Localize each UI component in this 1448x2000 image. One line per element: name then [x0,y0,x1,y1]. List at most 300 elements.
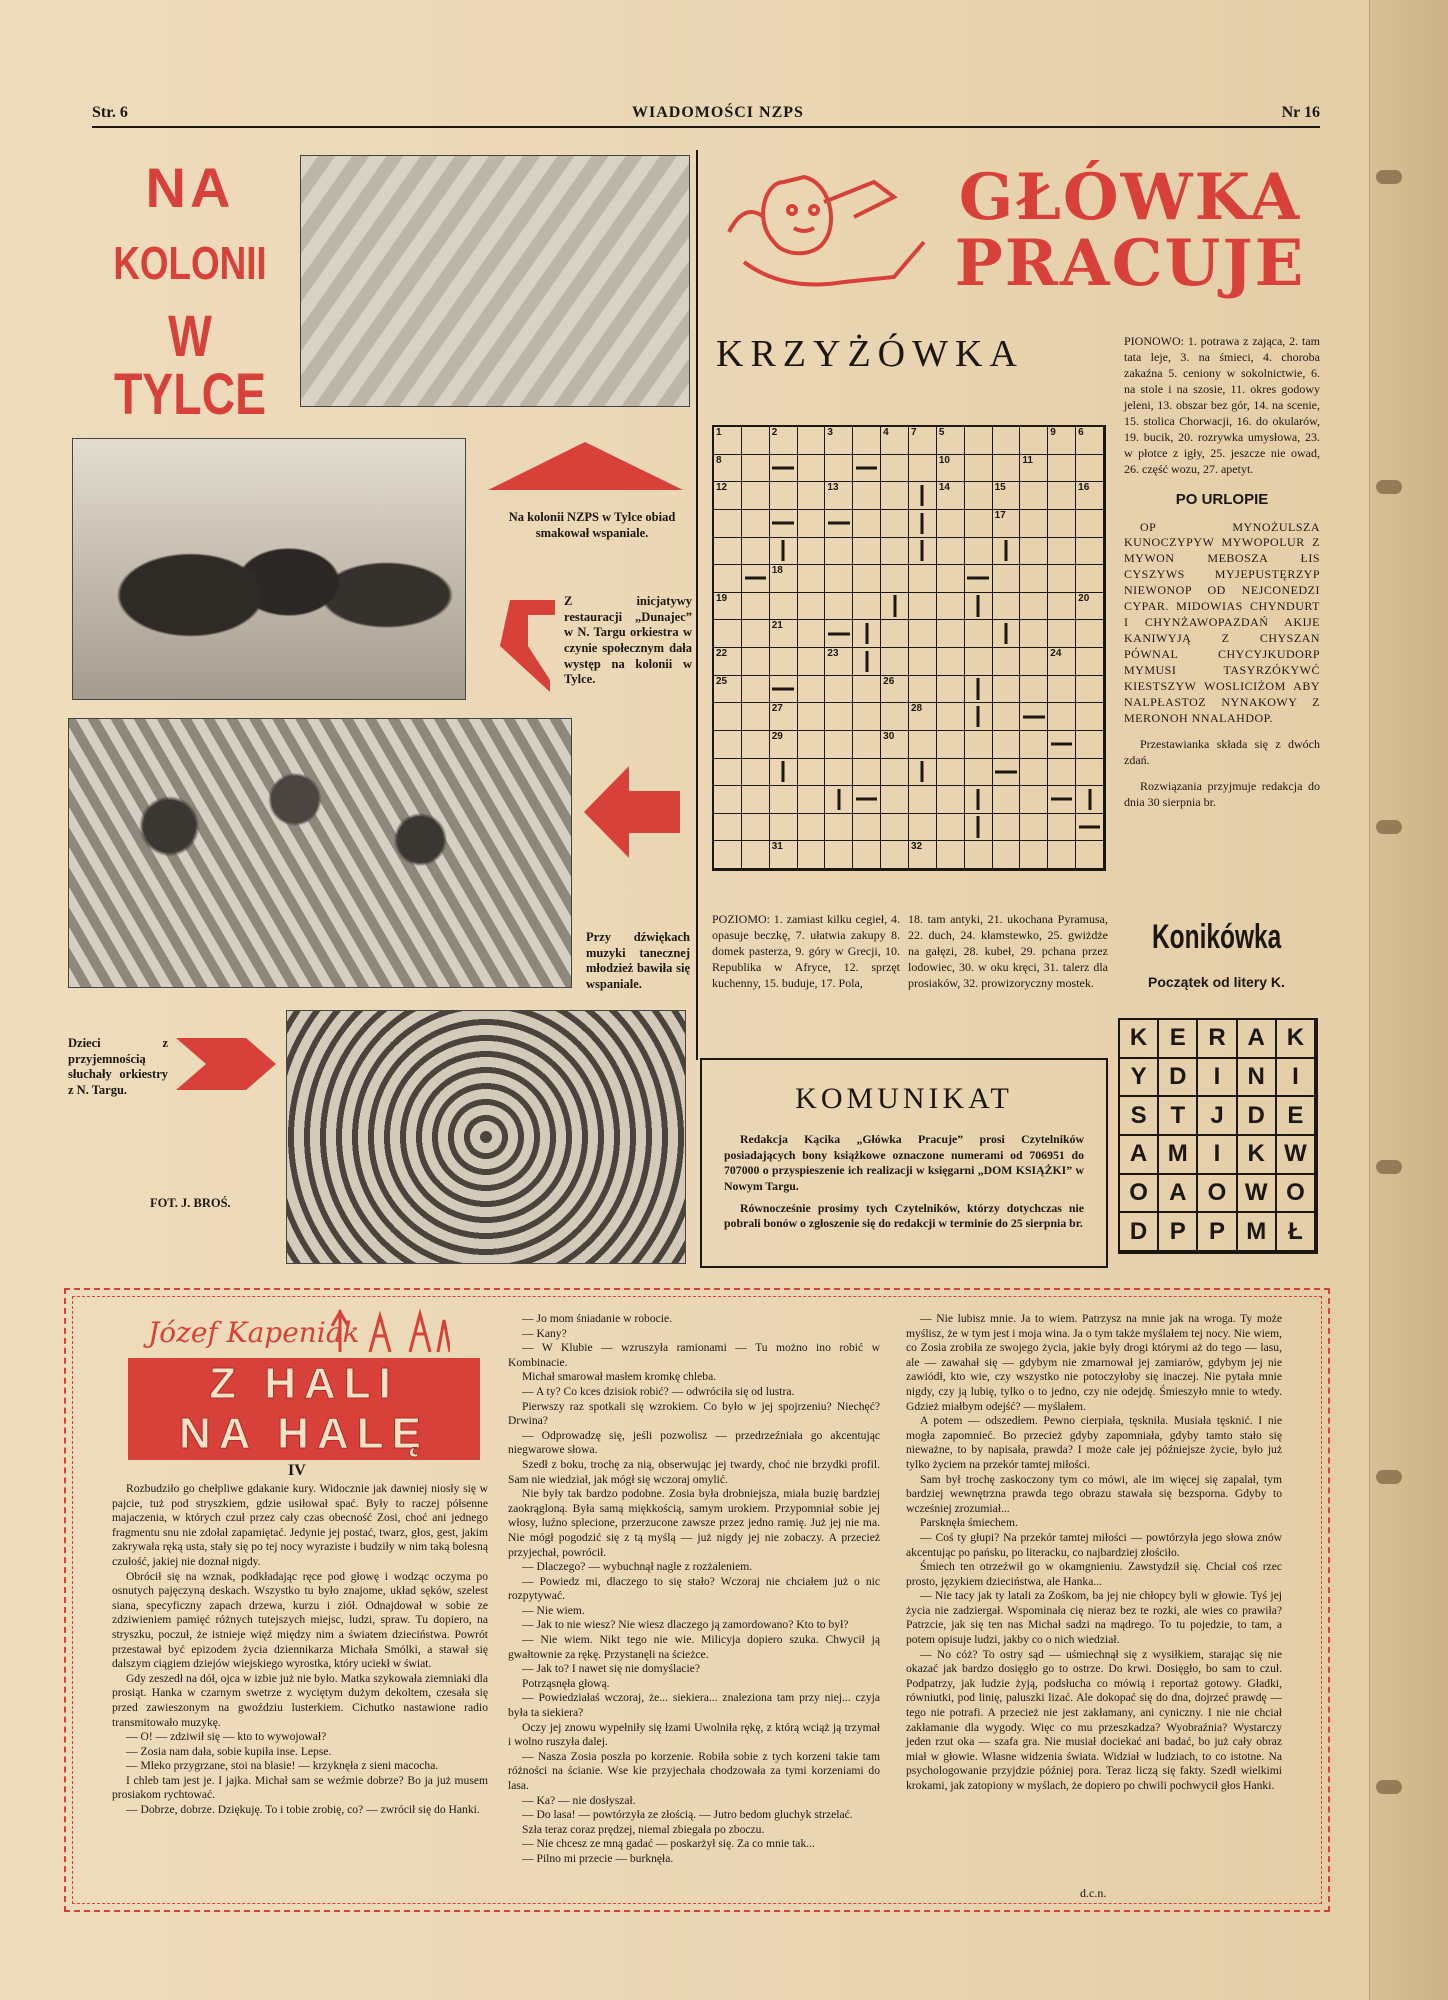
caption-listening: Dzieci z przyjemnością słuchały orkiestry z N. Targu. [68,1036,168,1097]
story-paragraph: — Nie wiem. [522,1603,585,1617]
crossword-cell [881,427,909,455]
crossword-cell [1048,731,1076,759]
crossword-cell [798,786,826,814]
caption-lunch: Na kolonii NZPS w Tylce obiad smakował wspaniale. [508,510,676,540]
poziomo-clues-b [908,912,1108,992]
crossword-cell [798,538,826,566]
crossword-cell [909,510,937,538]
crossword-cell [853,676,881,704]
glowka-title-line-1: GŁÓWKA [958,160,1302,235]
crossword-cell [1048,620,1076,648]
crossword-cell [742,482,770,510]
konikowka-cell: A [1238,1020,1277,1059]
crossword-cell [742,455,770,483]
story-title-line-1: Z HALI [209,1359,399,1408]
crossword-cell [798,841,826,869]
konikowka-cell: R [1198,1020,1237,1059]
crossword-cell [1076,841,1104,869]
crossword-cell [825,703,853,731]
crossword-cell [881,538,909,566]
page-number: Str. 6 [92,104,128,121]
crossword-cell [1020,510,1048,538]
crossword-cell [993,620,1021,648]
crossword-number: 29 [771,730,783,742]
crossword-cell [965,676,993,704]
photo-listening-children [286,1010,686,1264]
crossword-number: 16 [1078,482,1090,494]
crossword-cell [853,427,881,455]
trees-icon [330,1306,450,1354]
crossword-cell [881,593,909,621]
komunikat-box [700,1058,1108,1268]
binding-hole [1376,820,1402,834]
photo-dancing [68,718,572,988]
story-paragraph: — Nie wiem. Nikt tego nie wie. Milicyja dopiero szuka. Chwycił ją gwałtownie za rękę. Przystanęli na ścieżce. [508,1633,880,1661]
crossword-cell [1048,510,1076,538]
crossword-cell [881,620,909,648]
story-paragraph: — Jak to nie wiesz? Nie wiesz dlaczego ją zamordowano? Kto to był? [522,1618,849,1632]
crossword-cell [798,510,826,538]
crossword-cell [909,648,937,676]
story-paragraph: Obrócił się na wznak, podkładając ręce pod głowę i wodząc oczyma po osnutych pajęczyną deskach. Wszystko tu było znajome, układ sęków, szelest siana, specyficzny zapach drzewa, kurzu i ziół. Odnajdował w sobie ze zdziwieniem pamięć różnych tutejszych miejsc, ludzi, spraw. Tu dopiero, na stryszku, poczuł, że istnieje więź między nim a światem dzieciństwa. Powrót przestawał być epizodem życia dziennikarza Michała Smólki, a stawał się dalszym ciągiem dziejów wiejskiego wyrostka, który uciekł w świat. [112,1569,488,1671]
crossword-number: 7 [911,427,917,438]
story-paragraph: — Jak to? I nawet się nie domyślacie? [522,1662,701,1676]
komunikat-paragraph-2: Równocześnie prosimy tych Czytelników, którzy dotychczas nie pobrali bonów o zgłoszenie się do redakcji w terminie do 25 sierpnia br. [724,1200,1084,1231]
crossword-cell [909,538,937,566]
crossword-cell [714,510,742,538]
crossword-cell [881,648,909,676]
crossword-cell [770,538,798,566]
story-paragraph: — Dlaczego? — wybuchnął nagle z rozżaleniem. [522,1560,753,1574]
story-paragraph: Rozbudziło go chełpliwe gdakanie kury. Widocznie jak dawniej niosły się w pajcie, tuż pod stryszkiem, gdzie usiłował spać. Były to raczej półsenne majaczenia, w których czuł przez cały czas obecność Zosi, choć ani jednego fragmentu snu nie zdołał zapamiętać. Jedynie jej postać, twarz, głos, gest, jakim zakrywała ręką usta, stały się po tej nocy wyraziste i budziły w nim taką bolesną czułość, jakiej nie doznał nigdy. [112,1482,488,1568]
crossword-cell [1048,538,1076,566]
crossword-cell [937,482,965,510]
crossword-cell [909,676,937,704]
crossword-cell [881,482,909,510]
konikowka-cell: A [1120,1136,1159,1175]
crossword-cell [853,731,881,759]
crossword-cell [1048,482,1076,510]
story-title-line-2: NA HALĘ [179,1409,429,1458]
crossword-cell [993,565,1021,593]
crossword-cell [770,814,798,842]
crossword-cell [714,565,742,593]
story-paragraph: Sam był trochę zaskoczony tym co mówi, ale im więcej się zapalał, tym bardziej wewnętrzna prawda tego obrazu stawała się bezsporna. Gdyby to wcześniej zrozumiał... [906,1472,1282,1515]
konikowka-cell: E [1277,1097,1316,1136]
crossword-cell [937,620,965,648]
crossword-cell [937,731,965,759]
story-title-block [128,1358,480,1460]
konikowka-cell: P [1159,1213,1198,1252]
crossword-cell [909,731,937,759]
crossword-cell [881,455,909,483]
crossword-cell [1020,593,1048,621]
crossword-cell [770,676,798,704]
konikowka-cell: A [1159,1175,1198,1214]
crossword-cell [825,676,853,704]
crossword-cell [937,759,965,787]
crossword-cell [1020,565,1048,593]
story-author: Józef Kapeniak [148,1316,360,1349]
konikowka-cell: I [1198,1136,1237,1175]
crossword-cell [993,841,1021,869]
page-header [92,100,1320,128]
konikowka-cell: Ł [1277,1213,1316,1252]
crossword-number: 5 [938,427,945,438]
poziomo-text-a: POZIOMO: 1. zamiast kilku cegieł, 4. opasuje beczkę, 7. ułatwia zakupy 8. domek pasterza, 9. góry w Grecji, 10. Republika w Afryce, 12. sprzęt kuchenny, 15. buduje, 17. Pola, [712,912,900,990]
crossword-cell [965,510,993,538]
crossword-cell [937,510,965,538]
issue-number: Nr 16 [1281,104,1320,121]
crossword-number: 30 [883,730,895,742]
crossword-cell [965,814,993,842]
story-paragraph: Pierwszy raz spotkali się wzrokiem. Co było w jej spojrzeniu? Niechęć? Drwina? [508,1399,880,1428]
crossword-cell [909,482,937,510]
konikowka-cell: D [1159,1059,1198,1098]
crossword-cell [825,427,853,455]
crossword-cell [714,676,742,704]
crossword-cell [853,455,881,483]
photo-children-lunch [300,155,690,407]
crossword-cell [881,565,909,593]
crossword-cell [853,538,881,566]
po-urlopie-title: PO URLOPIE [1175,490,1269,508]
crossword-cell [881,841,909,869]
arrow-left-bracket-icon [500,600,555,692]
crossword-cell [742,786,770,814]
crossword-cell [798,814,826,842]
crossword-cell [853,620,881,648]
story-paragraph: Parsknęła śmiechem. [920,1516,1018,1530]
pionowo-text: PIONOWO: 1. potrawa z zająca, 2. tam tata leje, 3. na śmieci, 4. choroba zakaźna 5. ceniony w sokolnictwie, 6. na stole i na szosie, 11. okres godowy jeleni, 13. obszar bez gór, 14. na scenie, 15. stolica Chorwacji, 16. do okularów, 19. bucik, 20. rozrywka umysłowa, 23. w płotce z igły, 25. jeszcze nie owad, 26. część wozu, 27. apetyt. [1124,334,1320,476]
crossword-cell [1048,593,1076,621]
crossword-cell [770,786,798,814]
crossword-cell [825,786,853,814]
story-paragraph: — Nie tacy jak ty latali za Zośkom, ba jej nie chłopcy byli w głowie. Tyś jej życia nie zadziergał. Wspominała cię nieraz bez te rozki, ale wies co prawiła? Patrzcie, jak się ten nas Michał sadzi na mądrego. To tu pojedzie, to tam, a potem opisuje ludzi, jakby co o nich wiedział. [906,1589,1282,1647]
crossword-cell [853,814,881,842]
crossword-cell [770,648,798,676]
story-paragraph: — Nie lubisz mnie. Ja to wiem. Patrzysz na mnie jak na wroga. Ty może myślisz, że w tym jest i moja wina. Ja o tym także myślałem tej nocy. Nie wiem, co Zosia zrobiła ze swojego życia, jakie były drogi którymi aż do tego — lasu, ale — zawahał się — gdybym nie zmarnował jej zamiarów, gdybym jej nie zawiódł, kto wie, czy wszystko nie potoczyłoby się inaczej. Nie pytała mnie nigdy, czy ją lubię, tylko o to jedno, czy nie odejdę. Śmieszyło mnie to wtedy. Gdzież miałbym odejść? — myślałem. [906,1312,1282,1413]
konikowka-cell: K [1277,1020,1316,1059]
crossword-cell [1076,814,1104,842]
crossword-cell [714,759,742,787]
crossword-cell [1076,620,1104,648]
crossword-cell [1020,620,1048,648]
crossword-cell [993,759,1021,787]
crossword-cell [1048,427,1076,455]
crossword-cell [937,814,965,842]
crossword-number: 11 [1022,454,1033,466]
story-paragraph: Nie były tak bardzo podobne. Zosia była drobniejsza, miała buzię bardziej zaokrągloną. Była samą miękkością, samym urokiem. Przypomniał sobie jej włosy, luźno splecione, przerzucone zawsze przez jedno ramię. Już jej nie ma. Nie mógł pogodzić się z tą myślą — już nigdy jej nie zobaczy. A przecież przyjechał, powrócił. [508,1487,880,1559]
caption-orchestra: Z inicjatywy restauracji „Dunajec” w N. Targu orkiestra w czynie społecznym dała występ na kolonii w Tylce. [564,594,692,687]
crossword-cell [825,538,853,566]
crossword-cell [825,593,853,621]
crossword-cell [742,538,770,566]
binding-hole [1376,170,1402,184]
crossword-cell [742,565,770,593]
crossword-cell [909,786,937,814]
crossword-cell [798,759,826,787]
crossword-cell [798,427,826,455]
crossword-cell [881,786,909,814]
rozwiazania-text: Rozwiązania przyjmuje redakcja do dnia 30 sierpnia br. [1124,778,1320,809]
crossword-cell [742,510,770,538]
crossword-cell [993,510,1021,538]
crossword-cell [770,731,798,759]
story-paragraph: — Dobrze, dobrze. Dziękuję. To i tobie zrobię, co? — zwrócił się do Hanki. [126,1803,480,1817]
crossword-cell [853,841,881,869]
story-paragraph: — O! — zdziwił się — kto to wywojował? [126,1730,327,1744]
story-paragraph: — A ty? Co kces dzisiok robić? — odwróciła się od lustra. [522,1384,795,1398]
crossword-cell [993,814,1021,842]
konikowka-cell: J [1198,1097,1237,1136]
crossword-cell [909,814,937,842]
crossword-cell [965,648,993,676]
crossword-number: 9 [1050,427,1056,438]
crossword-cell [1020,676,1048,704]
glowka-title [940,160,1320,301]
crossword-cell [1076,593,1104,621]
binding-hole [1376,1470,1402,1484]
crossword-number: 4 [883,427,889,438]
crossword-cell [965,593,993,621]
konikowka-cell: T [1159,1097,1198,1136]
crossword-number: 23 [827,648,839,659]
crossword-cell [770,482,798,510]
crossword-cell [993,676,1021,704]
crossword-cell [1020,455,1048,483]
konikowka-cell: O [1277,1175,1316,1214]
konikowka-cell: K [1238,1136,1277,1175]
crossword-cell [993,455,1021,483]
konikowka-cell: I [1277,1059,1316,1098]
crossword-cell [798,565,826,593]
crossword-number: 25 [716,675,728,687]
crossword-cell [742,841,770,869]
crossword-cell [1020,786,1048,814]
crossword-cell [742,759,770,787]
crossword-cell [1048,841,1076,869]
story-paragraph: — Kany? [522,1326,567,1340]
crossword-cell [993,703,1021,731]
crossword-cell [742,731,770,759]
crossword-cell [1048,703,1076,731]
story-paragraph: Michał smarował masłem kromkę chleba. [522,1370,717,1384]
pionowo-clues [1124,334,1320,811]
crossword-cell [937,427,965,455]
konikowka-cell: N [1238,1059,1277,1098]
crossword-cell [993,538,1021,566]
story-paragraph: Gdy zeszedł na dół, ojca w izbie już nie było. Matka szykowała ziemniaki dla prosiąt. Hanka w czarnym swetrze z wyciętym dużym dekoltem, czesała się przed zawieszonym na gwoździu lusterkiem. Cichutko nastawione radio transmitowało muzykę. [112,1671,488,1729]
crossword-cell [742,648,770,676]
crossword-cell [1076,703,1104,731]
kolonie-title-line-1: NA [145,156,235,219]
binding-hole [1376,1160,1402,1174]
story-paragraph: Śmiech ten otrzeźwił go w okamgnieniu. Zawstydził się. Chciał coś rzec prosto, językiem dzieciństwa, ale Hanka... [906,1560,1282,1588]
crossword-cell [770,455,798,483]
konikowka-cell: I [1198,1059,1237,1098]
story-column-2 [508,1312,880,1867]
crossword-cell [909,620,937,648]
crossword-number: 10 [938,454,950,466]
crossword-cell [714,427,742,455]
crossword-cell [714,648,742,676]
story-paragraph: — Do lasa! — powtórzyła ze złością. — Jutro bedom gluchyk strzelać. [522,1808,853,1822]
konikowka-subtitle: Początek od litery K. [1148,974,1285,990]
konikowka-cell: W [1277,1136,1316,1175]
crossword-cell [714,538,742,566]
crossword-number: 15 [994,482,1006,494]
crossword-number: 28 [911,703,923,715]
story-paragraph: — Pilno mi przecie — burknęła. [522,1851,674,1865]
komunikat-title: KOMUNIKAT [795,1082,1013,1115]
crossword-cell [881,731,909,759]
crossword-cell [993,786,1021,814]
crossword-cell [825,731,853,759]
crossword-number: 32 [911,841,923,853]
crossword-number: 3 [827,427,833,438]
konikowka-cell: M [1238,1213,1277,1252]
konikowka-cell: O [1198,1175,1237,1214]
crossword-cell [1076,427,1104,455]
crossword-cell [770,759,798,787]
crossword-cell [937,538,965,566]
crossword-cell [937,676,965,704]
crossword-cell [825,814,853,842]
crossword-cell [965,538,993,566]
crossword-cell [825,565,853,593]
crossword-cell [1076,731,1104,759]
crossword-cell [770,510,798,538]
crossword-cell [770,427,798,455]
crossword-cell [937,841,965,869]
caption-dancing: Przy dźwiękach muzyki tanecznej młodzież bawiła się wspaniale. [586,930,690,991]
story-paragraph: Potrząsnęła głową. [522,1676,610,1690]
crossword-cell [798,482,826,510]
glowka-title-line-2: PRACUJE [954,226,1306,301]
crossword-cell [742,676,770,704]
crossword-number: 19 [716,592,728,604]
story-paragraph: — W Klubie — wzruszyła ramionami — Tu możno ino robić w Kombinacie. [508,1341,880,1369]
konikowka-cell: Y [1120,1059,1159,1098]
konikowka-cell: W [1238,1175,1277,1214]
story-paragraph: Szedł z boku, trochę za nią, obserwując jej twardy, choć nie brzydki profil. Sam nie wiedział, jak mógł się wczoraj omylić. [508,1457,880,1486]
binding-hole [1376,1780,1402,1794]
crossword-cell [714,703,742,731]
story-continued: d.c.n. [1080,1886,1107,1900]
crossword-cell [993,648,1021,676]
crossword-cell [1048,648,1076,676]
crossword-cell [798,703,826,731]
crossword-cell [825,648,853,676]
story-paragraph: Szła teraz coraz prędzej, niemal zbiegała po zboczu. [522,1822,765,1836]
crossword-cell [1076,786,1104,814]
crossword-cell [965,620,993,648]
crossword-cell [1020,538,1048,566]
crossword-cell [1020,731,1048,759]
crossword-cell [1048,565,1076,593]
poziomo-text-b: 18. tam antyki, 21. ukochana Pyramusa, 22. duch, 24. kłamstewko, 25. gwiżdże na gałęzi, 28. kubeł, 29. pchana przez lodowiec, 30. w oku kręci, 31. talerz dla prosiaków, 32. prowizoryczny mostek. [908,912,1108,990]
crossword-cell [1076,538,1104,566]
crossword-cell [714,455,742,483]
crossword-cell [1076,676,1104,704]
story-paragraph: — No cóż? To ostry sąd — uśmiechnął się z wysiłkiem, starając się nie okazać jak bardzo dosięgło go to ostrze. Do krwi. Dosięgło, bo sam to czuł. Podpatrzy, jak ludzie żyją, podsłucha co mówią i reportaż gotowy. Gładki, równiutki, pod linię, paluszki lizać. Ale dokopać się do dna, dojrzeć prawdę — tego nie potrafi. A przecież nie jest zakłamany, ani cyniczny. I nie nie chciał zakłamanie dla wygody. Więc co mu przeszkadza? Wyobraźnia? Wystarczy jeden rzut oka — szafa gra. Nie musiał dociekać ani badać, bo już cały obraz miał w głowie. Własne widzenia świata. Widział w ludziach, to co istotne. Na psychologowanie przyjdzie później pora. Teraz liczą się fakty. Szedł wielkimi krokami, jak zatopiony w myślach, że dopiero po chwili pochwycił głos Hanki. [906,1647,1282,1792]
crossword-cell [937,565,965,593]
crossword-number: 20 [1078,592,1090,604]
crossword-cell [881,703,909,731]
crossword-cell [853,482,881,510]
thinking-man-icon [724,162,936,294]
crossword-cell [825,482,853,510]
crossword-number: 6 [1078,427,1084,438]
crossword-cell [965,786,993,814]
crossword-grid [712,425,1106,871]
crossword-cell [881,676,909,704]
crossword-cell [1048,759,1076,787]
crossword-cell [1020,814,1048,842]
crossword-cell [853,786,881,814]
konikowka-grid [1118,1018,1318,1254]
crossword-cell [714,593,742,621]
crossword-cell [742,593,770,621]
crossword-number: 8 [716,454,722,466]
konikowka-cell: P [1198,1213,1237,1252]
binding-hole [1376,480,1402,494]
crossword-cell [881,510,909,538]
crossword-cell [714,482,742,510]
crossword-cell [1076,648,1104,676]
crossword-cell [909,841,937,869]
story-paragraph: — Powiedziałaś wczoraj, że... siekiera... znaleziona tam przy niej... czyja była ta siekiera? [508,1691,880,1720]
crossword-cell [853,648,881,676]
crossword-number: 2 [771,427,778,438]
crossword-cell [965,427,993,455]
crossword-cell [1020,703,1048,731]
crossword-cell [742,814,770,842]
crossword-cell [825,510,853,538]
crossword-cell [965,703,993,731]
crossword-cell [993,482,1021,510]
crossword-cell [853,703,881,731]
crossword-cell [1048,814,1076,842]
crossword-cell [798,620,826,648]
crossword-cell [937,648,965,676]
crossword-cell [909,427,937,455]
konikowka-cell: O [1120,1175,1159,1214]
crossword-cell [909,565,937,593]
crossword-number: 17 [994,509,1006,521]
crossword-cell [909,455,937,483]
crossword-cell [853,565,881,593]
crossword-cell [825,455,853,483]
crossword-cell [965,759,993,787]
crossword-cell [1048,455,1076,483]
poziomo-clues-a [712,912,900,992]
crossword-cell [742,620,770,648]
konikowka-title: Konikówka [1152,918,1282,956]
crossword-cell [714,620,742,648]
konikowka-cell: D [1238,1097,1277,1136]
komunikat-text [724,1132,1084,1232]
arrow-right-icon [176,1038,276,1090]
arrow-left-icon [584,766,680,858]
crossword-number: 12 [716,482,728,494]
crossword-cell [881,759,909,787]
crossword-cell [714,814,742,842]
crossword-cell [825,841,853,869]
konikowka-cell: E [1159,1020,1198,1059]
crossword-cell [993,427,1021,455]
